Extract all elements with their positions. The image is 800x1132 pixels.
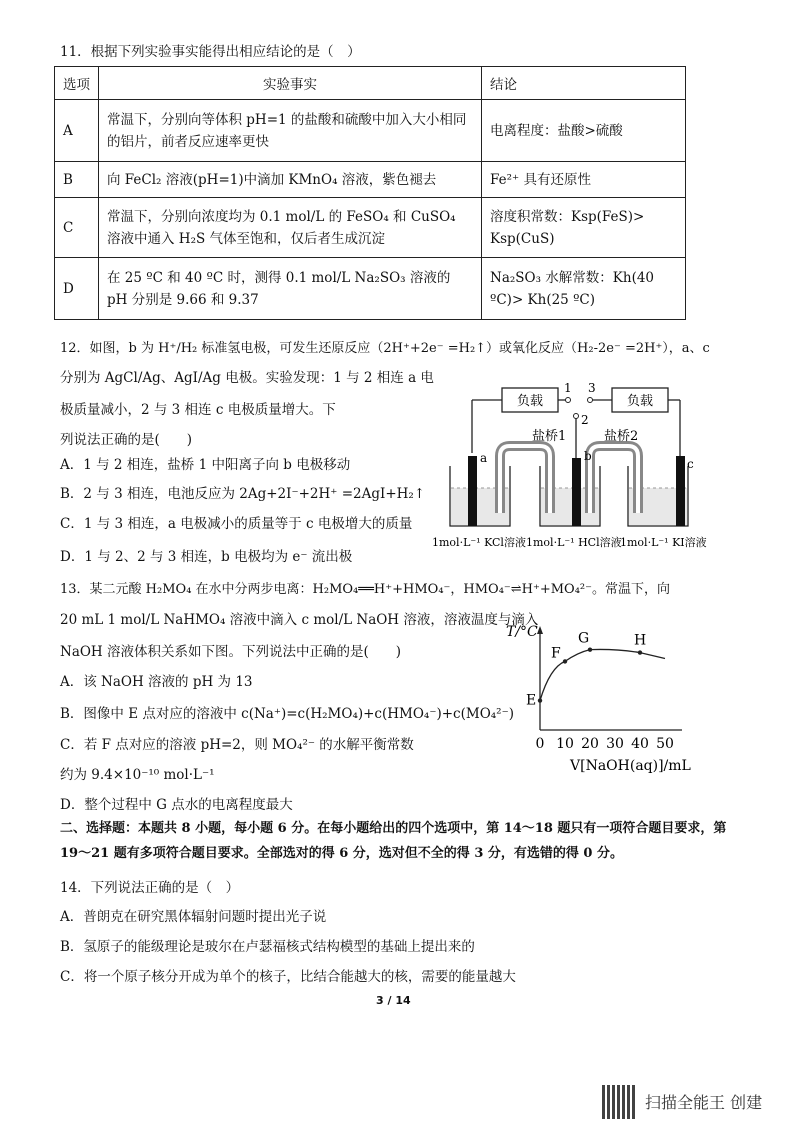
x-tick-label: 10 <box>556 736 574 752</box>
x-tick-label: 0 <box>535 736 545 752</box>
table-row <box>55 162 686 198</box>
q12-option-d: D．1 与 2、2 与 3 相连，b 电极均为 e⁻ 流出极 <box>60 549 353 565</box>
row-fact: 常温下，分别向浓度均为 0.1 mol/L 的 FeSO₄ 和 CuSO₄ 溶液中通入 H₂S 气体至饱和，仅后者生成沉淀 <box>99 198 482 258</box>
q12-option-b: B．2 与 3 相连，电池反应为 2Ag+2I⁻+2H⁺ =2AgI+H₂↑ <box>60 486 426 502</box>
page-number: 3 / 14 <box>376 994 411 1007</box>
q13-option-a: A．该 NaOH 溶液的 pH 为 13 <box>60 674 253 690</box>
q14-option-b: B．氢原子的能级理论是玻尔在卢瑟福核式结构模型的基础上提出来的 <box>60 939 475 955</box>
q14-title: 14．下列说法正确的是（ ） <box>60 880 240 896</box>
row-fact: 向 FeCl₂ 溶液(pH=1)中滴加 KMnO₄ 溶液，紫色褪去 <box>99 162 482 198</box>
terminal-2 <box>574 414 579 419</box>
table-row <box>55 258 686 320</box>
q12-option-a: A．1 与 2 相连，盐桥 1 中阳离子向 b 电极移动 <box>60 457 351 473</box>
section-2-line2: 19～21 题有多项符合题目要求。全部选对的得 6 分，选对但不全的得 3 分，有选错的得 0 分。 <box>60 846 623 861</box>
electrochem-diagram <box>424 378 714 556</box>
point-label-f: F <box>551 645 561 662</box>
q13-line2: 20 mL 1 mol/L NaHMO₄ 溶液中滴入 c mol/L NaOH 溶液，溶液温度与滴入 <box>60 612 539 628</box>
electrode-a-label: a <box>480 451 488 465</box>
terminal-1-label: 1 <box>564 381 572 395</box>
q12-line1: 12．如图，b 为 H⁺/H₂ 标准氢电极，可发生还原反应（2H⁺+2e⁻ =H₂↑）或氧化反应（H₂-2e⁻ =2H⁺），a、c <box>60 341 710 356</box>
point-label-g: G <box>578 630 590 647</box>
salt-bridge-1-label: 盐桥1 <box>532 429 567 444</box>
q13-line1: 13．某二元酸 H₂MO₄ 在水中分两步电离：H₂MO₄══H⁺+HMO₄⁻，HMO₄⁻⇌H⁺+MO₄²⁻。常温下，向 <box>60 582 671 597</box>
x-tick-label: 40 <box>631 736 649 752</box>
q12-line3: 极质量减小，2 与 3 相连 c 电极质量增大。下 <box>60 402 336 418</box>
electrode-a <box>468 456 477 526</box>
point-h <box>638 650 642 654</box>
x-axis-label: V[NaOH(aq)]/mL <box>570 758 691 774</box>
q13-line3: NaOH 溶液体积关系如下图。下列说法中正确的是( ) <box>60 644 402 660</box>
electrode-c <box>676 456 685 526</box>
row-conclusion: 电离程度：盐酸>硫酸 <box>482 100 686 162</box>
electrode-b-label: b <box>584 449 592 463</box>
col-header-fact: 实验事实 <box>99 67 482 100</box>
terminal-3-label: 3 <box>588 381 596 395</box>
row-conclusion: Na₂SO₃ 水解常数：Kh(40 ºC)> Kh(25 ºC) <box>482 258 686 320</box>
solution-3-label: 1mol·L⁻¹ KI溶液 <box>620 536 707 549</box>
row-conclusion: Fe²⁺ 具有还原性 <box>482 162 686 198</box>
electrode-b <box>572 458 581 526</box>
solution-2-label: 1mol·L⁻¹ HCl溶液 <box>526 536 622 549</box>
point-f <box>563 659 567 663</box>
col-header-conclusion: 结论 <box>482 67 686 100</box>
q14-option-a: A．普朗克在研究黑体辐射问题时提出光子说 <box>60 909 327 925</box>
solution-1-label: 1mol·L⁻¹ KCl溶液 <box>432 536 526 549</box>
row-fact: 常温下，分别向等体积 pH=1 的盐酸和硫酸中加入大小相同的铝片，前者反应速率更快 <box>99 100 482 162</box>
row-fact: 在 25 ºC 和 40 ºC 时，测得 0.1 mol/L Na₂SO₃ 溶液的 pH 分别是 9.66 和 9.37 <box>99 258 482 320</box>
terminal-3 <box>588 398 593 403</box>
section-2-line1: 二、选择题：本题共 8 小题，每小题 6 分。在每小题给出的四个选项中，第 14～18 题只有一项符合题目要求，第 <box>60 821 727 836</box>
point-label-e: E <box>526 692 537 709</box>
q12-line4: 列说法正确的是( ) <box>60 432 193 448</box>
row-option: D <box>55 258 99 320</box>
q13-option-b: B．图像中 E 点对应的溶液中 c(Na⁺)=c(H₂MO₄)+c(HMO₄⁻)+c(MO₄²⁻) <box>60 706 514 722</box>
x-tick-label: 20 <box>581 736 599 752</box>
point-e <box>538 698 542 702</box>
table-row <box>55 100 686 162</box>
salt-bridge-2-label: 盐桥2 <box>604 429 639 444</box>
scanner-watermark: 扫描全能王 创建 <box>645 1093 763 1112</box>
load-2 <box>612 388 668 412</box>
row-option: B <box>55 162 99 198</box>
q12-option-c: C．1 与 3 相连，a 电极减小的质量等于 c 电极增大的质量 <box>60 516 413 532</box>
q14-option-c: C．将一个原子核分开成为单个的核子，比结合能越大的核，需要的能量越大 <box>60 969 516 985</box>
x-tick-label: 50 <box>656 736 674 752</box>
row-option: A <box>55 100 99 162</box>
q13-option-c-line2: 约为 9.4×10⁻¹⁰ mol·L⁻¹ <box>60 767 215 783</box>
terminal-1 <box>566 398 571 403</box>
q11-title: 11．根据下列实验事实能得出相应结论的是（ ） <box>60 44 361 60</box>
point-label-h: H <box>634 632 647 649</box>
load-1-label: 负载 <box>516 394 544 409</box>
q11-table <box>54 66 686 320</box>
point-g <box>588 647 592 651</box>
y-axis-label: T/°C <box>506 624 538 640</box>
load-1 <box>502 388 558 412</box>
qr-code-icon <box>602 1085 636 1119</box>
row-conclusion: 溶度积常数：Ksp(FeS)> Ksp(CuS) <box>482 198 686 258</box>
q13-option-d: D．整个过程中 G 点水的电离程度最大 <box>60 797 293 813</box>
q12-line2: 分别为 AgCl/Ag、AgI/Ag 电极。实验发现：1 与 2 相连 a 电 <box>60 370 434 386</box>
row-option: C <box>55 198 99 258</box>
terminal-2-label: 2 <box>581 413 589 427</box>
electrode-c-label: c <box>687 457 694 471</box>
y-axis-arrow <box>537 626 543 634</box>
table-row <box>55 198 686 258</box>
load-2-label: 负载 <box>626 394 654 409</box>
col-header-option: 选项 <box>55 67 99 100</box>
x-tick-label: 30 <box>606 736 624 752</box>
q13-option-c-line1: C．若 F 点对应的溶液 pH=2，则 MO₄²⁻ 的水解平衡常数 <box>60 737 414 753</box>
temperature-graph <box>500 620 730 775</box>
